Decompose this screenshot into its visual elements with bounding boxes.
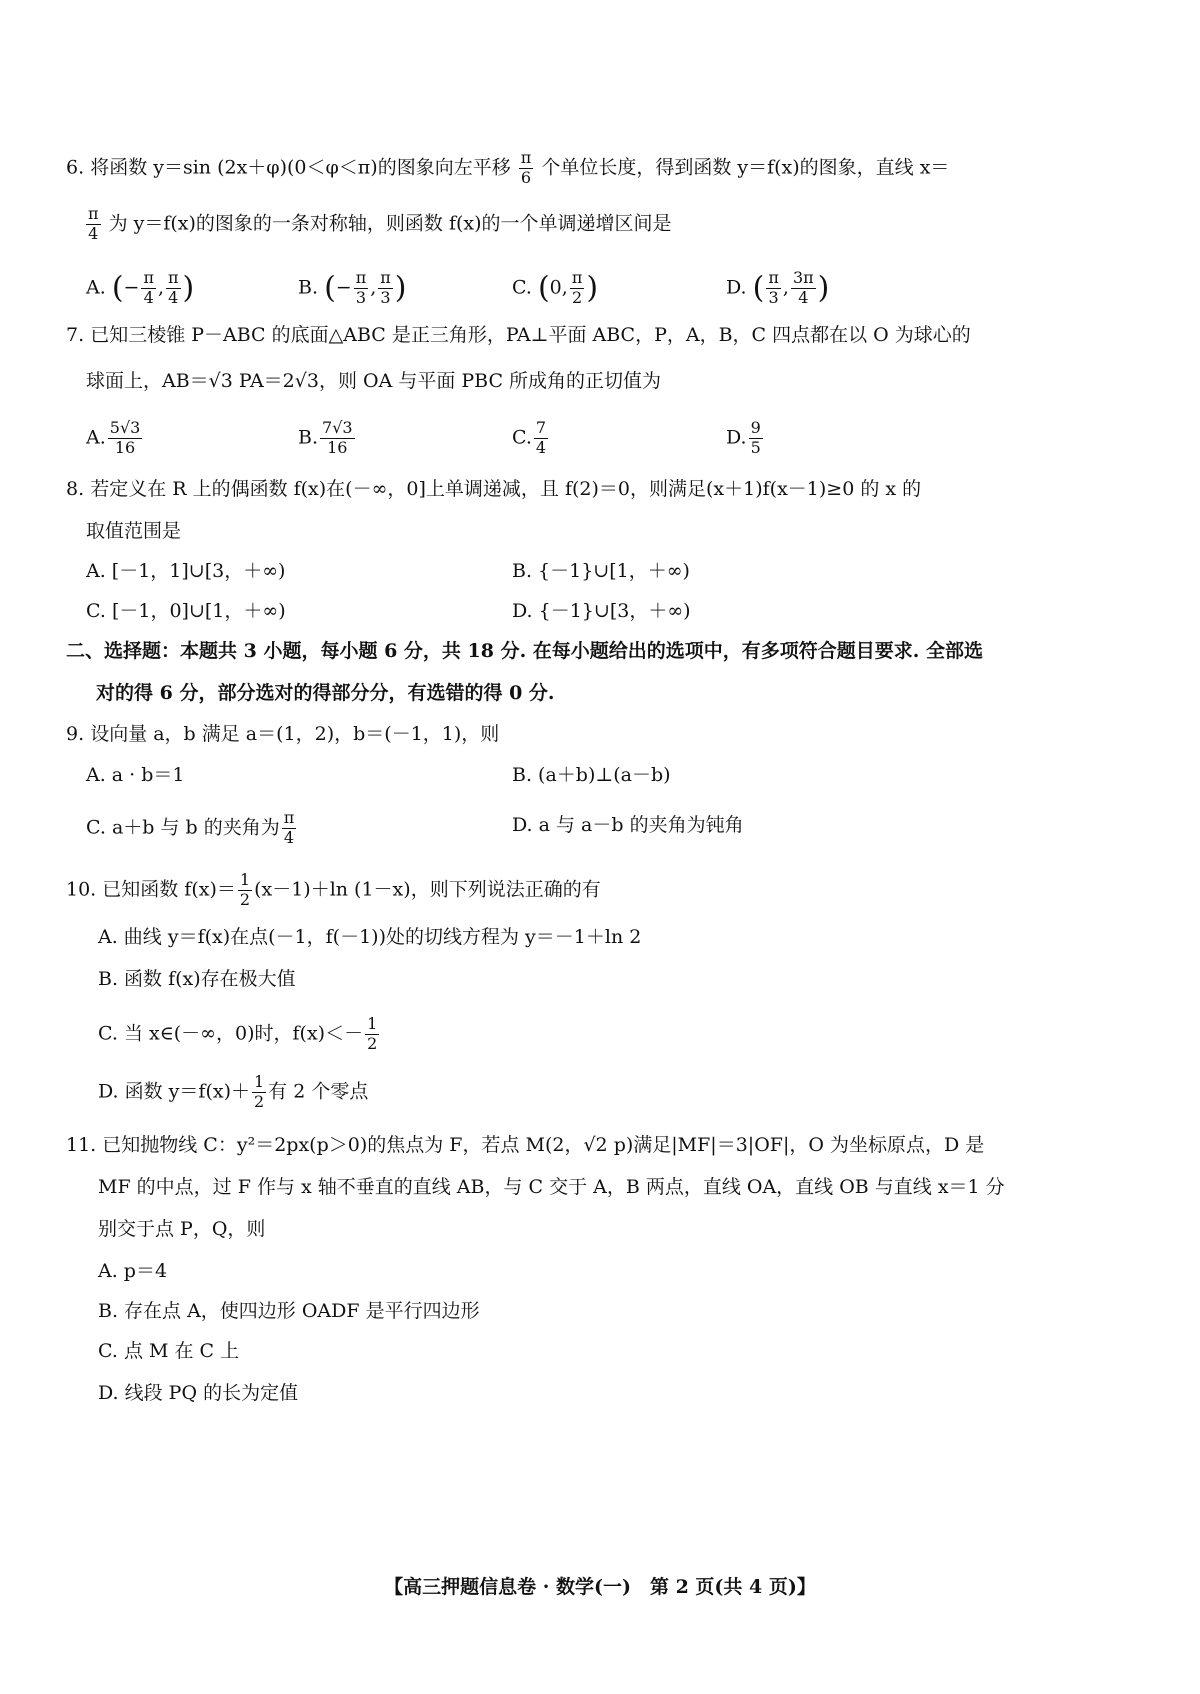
- q6-option-b: B. (− $\frac{\pi}{3}$ , $\frac{\pi}{3}$ ): [298, 268, 407, 307]
- q6-line2: [84, 206, 672, 243]
- q6-text-2: 为 y＝f(x)的图象的一条对称轴，则函数 f(x)的一个单调递增区间是: [108, 212, 672, 235]
- q11-option-a: A. p＝4: [98, 1260, 168, 1282]
- q11-line1: [66, 1136, 984, 1155]
- q10-option-b: B. 函数 f(x)存在极大值: [98, 968, 296, 990]
- q8-line1: [66, 480, 921, 499]
- q10-number: 10.: [66, 878, 97, 901]
- q8-text-1: 若定义在 R 上的偶函数 f(x)在(－∞，0]上单调递减，且 f(2)＝0，则满足(x＋1)f(x－1)≥0 的 x 的: [90, 478, 922, 500]
- q8-option-d: D. {－1}∪[3，＋∞): [512, 600, 691, 622]
- q8-text-2: 取值范围是: [86, 520, 182, 542]
- q7-text-2: 球面上，AB＝√3 PA＝2√3，则 OA 与平面 PBC 所成角的正切值为: [86, 370, 662, 392]
- q11-line2: MF 的中点，过 F 作与 x 轴不垂直的直线 AB，与 C 交于 A，B 两点，直线 OA，直线 OB 与直线 x＝1 分: [98, 1176, 1005, 1198]
- q8-option-b: B. {－1}∪[1，＋∞): [512, 560, 690, 582]
- q7-option-b: B. $\frac{7√3}{16}$: [298, 418, 353, 457]
- q9-option-d: D. a 与 a－b 的夹角为钝角: [512, 814, 744, 836]
- q9-option-a: A. a · b＝1: [86, 764, 185, 786]
- q7-option-d: D. $\frac{9}{5}$: [726, 418, 761, 457]
- q11-number: 11.: [66, 1134, 97, 1156]
- q6-option-a: A. (− $\frac{\pi}{4}$ , $\frac{\pi}{4}$ ): [86, 268, 195, 307]
- q10-line1: 10. 已知函数 f(x)＝ $\frac{1}{2}$ (x－1)＋ln (1－x)，则下列说法正确的有: [66, 870, 601, 909]
- q10-option-d: D. 函数 y＝f(x)＋ $\frac{1}{2}$ 有 2 个零点: [98, 1072, 369, 1111]
- q7-option-a: A. $\frac{5√3}{16}$: [86, 418, 141, 457]
- q11-text-1: 已知抛物线 C：y²＝2px(p＞0)的焦点为 F，若点 M(2，√2 p)满足|MF|＝3|OF|，O 为坐标原点，D 是: [102, 1134, 985, 1156]
- q7-line1: [66, 326, 971, 345]
- q7-text-1: 已知三棱锥 P－ABC 的底面△ABC 是正三角形，PA⊥平面 ABC，P，A，B，C 四点都在以 O 为球心的: [90, 324, 971, 346]
- q11-option-d: D. 线段 PQ 的长为定值: [98, 1382, 299, 1404]
- q6-axis-fraction: $\frac{\pi}{4}$: [88, 204, 99, 243]
- q9-option-c: C. a＋b 与 b 的夹角为 $\frac{\pi}{4}$: [86, 808, 295, 847]
- q9-number: 9.: [66, 723, 85, 745]
- q7-line2: [86, 372, 661, 391]
- q7-number: 7.: [66, 324, 85, 346]
- q8-line2: [86, 522, 181, 541]
- q10-option-a: A. 曲线 y＝f(x)在点(－1，f(－1))处的切线方程为 y＝－1＋ln 2: [98, 926, 642, 948]
- q8-option-c: C. [－1，0]∪[1，＋∞): [86, 600, 286, 622]
- q9-text-1: 设向量 a，b 满足 a＝(1，2)，b＝(－1，1)，则: [90, 723, 500, 745]
- q6-shift-fraction: $\frac{\pi}{6}$: [520, 148, 532, 187]
- q11-option-b: B. 存在点 A，使四边形 OADF 是平行四边形: [98, 1300, 480, 1322]
- q6-option-c: C. (0, $\frac{\pi}{2}$ ): [512, 268, 599, 307]
- q6-text-1-tail: 个单位长度，得到函数 y＝f(x)的图象，直线 x＝: [541, 156, 950, 179]
- q9-line1: [66, 725, 499, 744]
- section2-heading-line2: 对的得 6 分，部分选对的得部分分，有选错的得 0 分.: [96, 682, 555, 704]
- q11-line3: 别交于点 P，Q，则: [98, 1218, 266, 1240]
- q7-option-c: C. $\frac{7}{4}$: [512, 418, 547, 457]
- q10-option-c: C. 当 x∈(－∞，0)时，f(x)＜－ $\frac{1}{2}$: [98, 1014, 378, 1053]
- q6-number: 6.: [66, 156, 85, 179]
- section2-heading-line1: 二、选择题：本题共 3 小题，每小题 6 分，共 18 分. 在每小题给出的选项中，有多项符合题目要求. 全部选: [66, 640, 984, 662]
- q6-text-1: 将函数 y＝sin (2x＋φ)(0＜φ＜π)的图象向左平移: [90, 156, 511, 179]
- page-footer: 【高三押题信息卷 · 数学(一) 第 2 页(共 4 页)】: [384, 1576, 816, 1598]
- q8-option-a: A. [－1，1]∪[3，＋∞): [86, 560, 286, 582]
- q6-line1: [66, 150, 949, 187]
- q11-option-c: C. 点 M 在 C 上: [98, 1340, 240, 1362]
- q9-option-b: B. (a＋b)⊥(a－b): [512, 764, 671, 786]
- q6-option-d: D. ( $\frac{\pi}{3}$ , $\frac{3\pi}{4}$ ): [726, 268, 830, 307]
- q8-number: 8.: [66, 478, 85, 500]
